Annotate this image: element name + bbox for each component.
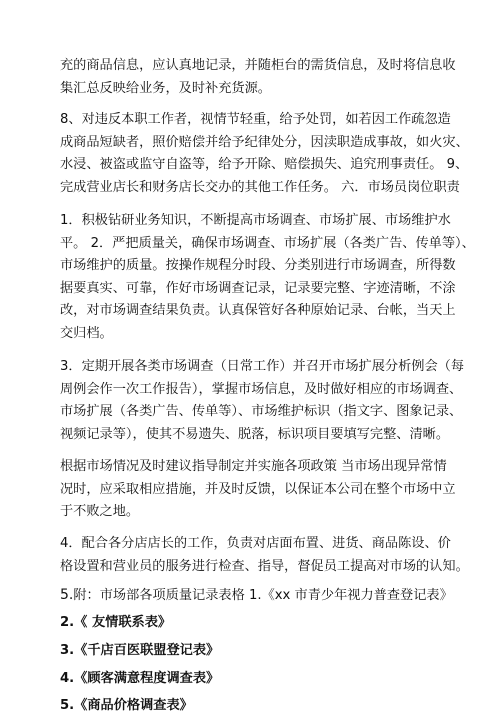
appendix-item: 3.《千店百医联盟登记表》 — [60, 643, 220, 658]
text-line: 市场维护的质量。按操作规程分时段、分类别进行市场调查，所得数 — [60, 258, 456, 274]
appendix-lead-text: 附：市场部各项质量记录表格 1.《xx 市青少年视力普查登记表》 — [73, 588, 453, 603]
text-line: 交归档。 — [60, 325, 113, 341]
paragraph-goods-info — [60, 55, 464, 100]
text-line: 市场扩展（各类广告、传单等）、市场维护标识（指文字、图象记录、 — [60, 404, 463, 420]
text-line: 改，对市场调查结果负责。认真保管好各种原始记录、台帐，当天上 — [60, 303, 456, 319]
text-line: 3．定期开展各类市场调查（日常工作）并召开市场扩展分析例会（每 — [60, 359, 465, 374]
paragraph-market-survey — [60, 356, 464, 446]
text-line: 于不败之地。 — [60, 504, 140, 520]
appendix-number: 5. — [60, 587, 74, 603]
text-line: 况时，应采取相应措施，并及时反馈，以保证本公司在整个市场中立 — [60, 481, 456, 497]
paragraph-store-cooperation — [60, 533, 469, 578]
paragraph-penalties — [60, 109, 469, 199]
text-line: 据要真实、可靠，作好市场调查记录，记录要完整、字迹清晰，不涂 — [60, 280, 456, 296]
text-line: 集汇总反映给业务，及时补充货源。 — [60, 80, 271, 96]
text-line: 水浸、被盗或监守自盗等，给予开除、赔偿损失、追究刑事责任。 9、 — [60, 157, 469, 173]
text-line: 视频记录等），使其不易遗失、脱落，标识项目要填写完整、清晰。 — [60, 426, 450, 442]
text-line: 8、对违反本职工作者，视情节轻重，给予处罚，如若因工作疏忽造 — [60, 112, 451, 127]
appendix-item: 4.《顾客满意程度调查表》 — [60, 671, 220, 686]
text-line: 周例会作一次工作报告），掌握市场信息，及时做好相应的市场调查、 — [60, 381, 463, 397]
appendix-heading — [60, 584, 464, 607]
text-line: 4．配合各分店店长的工作，负责对店面布置、进货、商品陈设、价 — [60, 536, 451, 551]
appendix-item: 2.《 友情联系表》 — [60, 615, 172, 630]
text-line: 平。 2．严把质量关，确保市场调查、市场扩展（各类广告、传单等）、 — [60, 235, 475, 251]
text-line: 根据市场情况及时建议指导制定并实施各项政策 当市场出现异常情 — [60, 459, 447, 474]
appendix-item: 5.《商品价格调查表》 — [60, 698, 193, 713]
paragraph-policy — [60, 456, 464, 524]
text-line: 充的商品信息，应认真地记录，并随柜台的需货信息，及时将信息收 — [60, 58, 456, 73]
text-line: 成商品短缺者，照价赔偿并给予纪律处分，因渎职造成事故，如火灾、 — [60, 134, 469, 150]
text-line: 格设置和营业员的服务进行检查、指导，督促员工提高对市场的认知。 — [60, 558, 469, 574]
text-line: 完成营业店长和财务店长交办的其他工作任务。 六．市场员岗位职责 — [60, 179, 460, 195]
text-line: 1．积极钻研业务知识，不断提高市场调查、市场扩展、市场维护水 — [60, 213, 451, 228]
paragraph-market-duties — [60, 210, 475, 346]
